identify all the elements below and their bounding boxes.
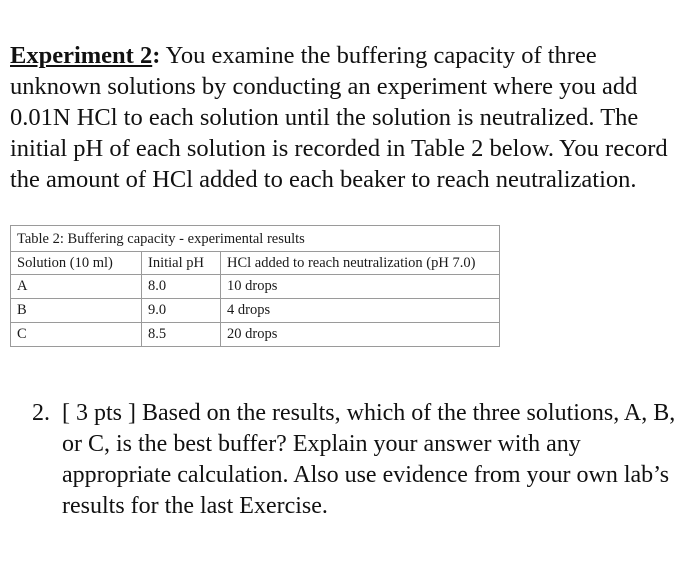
table-header-row bbox=[11, 252, 500, 275]
cell-initial-ph: 8.5 bbox=[142, 323, 221, 347]
experiment-heading: Experiment 2 bbox=[10, 42, 153, 69]
header-initial-ph: Initial pH bbox=[142, 252, 221, 275]
cell-initial-ph: 8.0 bbox=[142, 275, 221, 299]
table-row bbox=[11, 323, 500, 347]
table-caption: Table 2: Buffering capacity - experimental results bbox=[11, 226, 500, 252]
table-row bbox=[11, 275, 500, 299]
table-caption-row bbox=[11, 226, 500, 252]
heading-colon: : bbox=[152, 42, 161, 69]
cell-solution: A bbox=[11, 275, 142, 299]
header-hcl-added: HCl added to reach neutralization (pH 7.0) bbox=[221, 252, 500, 275]
header-solution: Solution (10 ml) bbox=[11, 252, 142, 275]
question-text: [ 3 pts ] Based on the results, which of the three solutions, A, B, or C, is the best buffer? Explain your answer with any appropriate calculation. Also use evidence from your own lab’s results for the last Exercise. bbox=[62, 400, 676, 519]
question-number: 2. bbox=[32, 400, 50, 426]
question-2 bbox=[32, 398, 682, 522]
cell-solution: B bbox=[11, 299, 142, 323]
buffering-results-table bbox=[10, 225, 500, 347]
table-row bbox=[11, 299, 500, 323]
experiment-description: You examine the buffering capacity of three unknown solutions by conducting an experiment where you add 0.01N HCl to each solution until the solution is neutralized. The initial pH of each solution is recorded in Table 2 below. You record the amount of HCl added to each beaker to reach neutralization. bbox=[10, 42, 668, 193]
cell-hcl-added: 10 drops bbox=[221, 275, 500, 299]
cell-hcl-added: 4 drops bbox=[221, 299, 500, 323]
experiment-intro bbox=[10, 40, 690, 195]
cell-hcl-added: 20 drops bbox=[221, 323, 500, 347]
cell-initial-ph: 9.0 bbox=[142, 299, 221, 323]
cell-solution: C bbox=[11, 323, 142, 347]
